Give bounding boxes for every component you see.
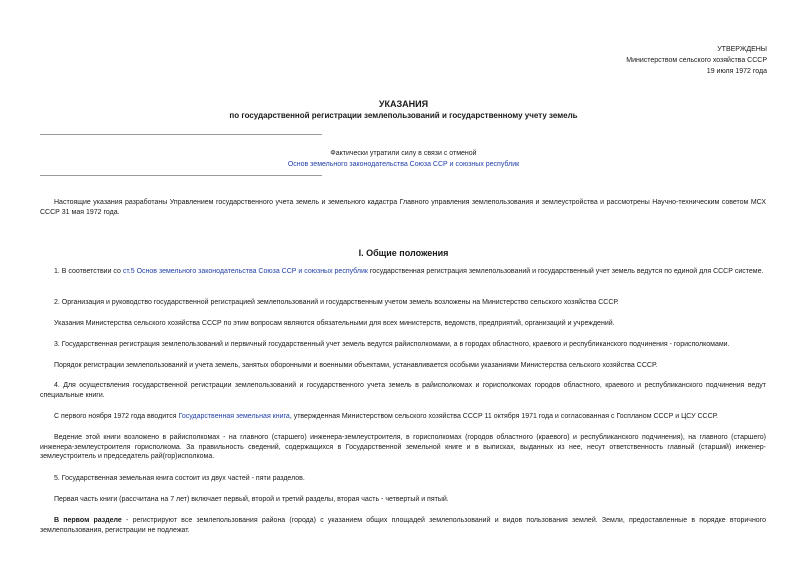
land-book-link[interactable]: Государственная земельная книга xyxy=(178,413,290,420)
p1-text-start: 1. В соответствии со xyxy=(54,268,123,275)
title-main: УКАЗАНИЯ xyxy=(378,99,429,109)
document-title xyxy=(0,99,807,121)
paragraph-8: Ведение этой книги возложено в райисполкомах - на главного (старшего) инженера-землеустроителя, в горисполкомах (городов областного (краевого) и республиканского подчинения), на главного (старшего) инженера-землеустроителя горисполкома. За правильность сведений, содержащихся в Государственной земельной книге и в выписках, выданных из нее, несут ответственность главный (старший) инженер-землеустроитель и председатель рай(гор)исполкома. xyxy=(40,434,766,460)
divider-bottom xyxy=(40,175,322,176)
paragraph-5: Порядок регистрации землепользований и учета земель, занятых оборонными и военными объектами, устанавливается особыми указаниями Министерства сельского хозяйства СССР. xyxy=(54,362,658,369)
notice-text: Фактически утратили силу в связи с отменой xyxy=(330,150,477,157)
paragraph-2: 2. Организация и руководство государственной регистрацией землепользований и государственным учетом земель возложены на Министерство сельского хозяйства СССР. xyxy=(54,299,619,306)
paragraph-3: Указания Министерства сельского хозяйства СССР по этим вопросам являются обязательными для всех министерств, ведомств, предприятий, организаций и учреждений. xyxy=(54,320,615,327)
title-sub: по государственной регистрации землепользований и государственному учету земель xyxy=(229,111,578,120)
approval-line-3: 19 июля 1972 года xyxy=(706,68,767,75)
approval-line-2: Министерством сельского хозяйства СССР xyxy=(626,57,767,64)
divider-top xyxy=(40,134,322,135)
approval-line-1: УТВЕРЖДЕНЫ xyxy=(717,46,767,53)
paragraph-6: 4. Для осуществления государственной регистрации землепользований и государственного учета земель в райисполкомах и горисполкомах городов областного, краевого и республиканского подчинения ведут специальные книги. xyxy=(40,382,766,399)
paragraph-1 xyxy=(40,267,766,277)
status-notice xyxy=(0,148,807,170)
notice-link[interactable]: Основ земельного законодательства Союза ССР и союзных республик xyxy=(287,161,520,168)
p11-text: - регистрируют все землепользования района (города) с указанием общих площадей землепользований и видов пользования землей. Земли, предоставленные в порядке вторичного землепользования, регистрации не подлежат. xyxy=(40,517,766,534)
paragraph-11 xyxy=(40,516,766,535)
p7-text-start: С первого ноября 1972 года вводится xyxy=(54,413,179,420)
p11-lead: В первом разделе xyxy=(54,517,122,524)
paragraph-7 xyxy=(40,412,766,422)
section-heading: I. Общие положения xyxy=(358,248,449,258)
p7-text-end: , утвержденная Министерством сельского хозяйства СССР 11 октября 1971 года и согласованная с Госпланом СССР и ЦСУ СССР. xyxy=(289,413,718,420)
intro-paragraph: Настоящие указания разработаны Управлением государственного учета земель и земельного кадастра Главного управления землепользования и землеустройства и рассмотрены Научно-техническим советом МСХ СССР 31 мая 1972 года. xyxy=(40,199,766,216)
paragraph-9: 5. Государственная земельная книга состоит из двух частей - пяти разделов. xyxy=(54,475,305,482)
p1-law-link[interactable]: ст.5 Основ земельного законодательства Союза ССР и союзных республик xyxy=(122,268,368,275)
paragraph-4: 3. Государственная регистрация землепользований и первичный государственный учет земель ведутся райисполкомами, а в городах областного, краевого и республиканского подчинения - горисполкомами. xyxy=(54,341,730,348)
p1-text-end: государственная регистрация землепользований и государственный учет земель ведутся по единой для СССР системе. xyxy=(367,268,764,275)
paragraph-10: Первая часть книги (рассчитана на 7 лет) включает первый, второй и третий разделы, вторая часть - четвертый и пятый. xyxy=(54,496,449,503)
approval-stamp xyxy=(626,44,767,77)
